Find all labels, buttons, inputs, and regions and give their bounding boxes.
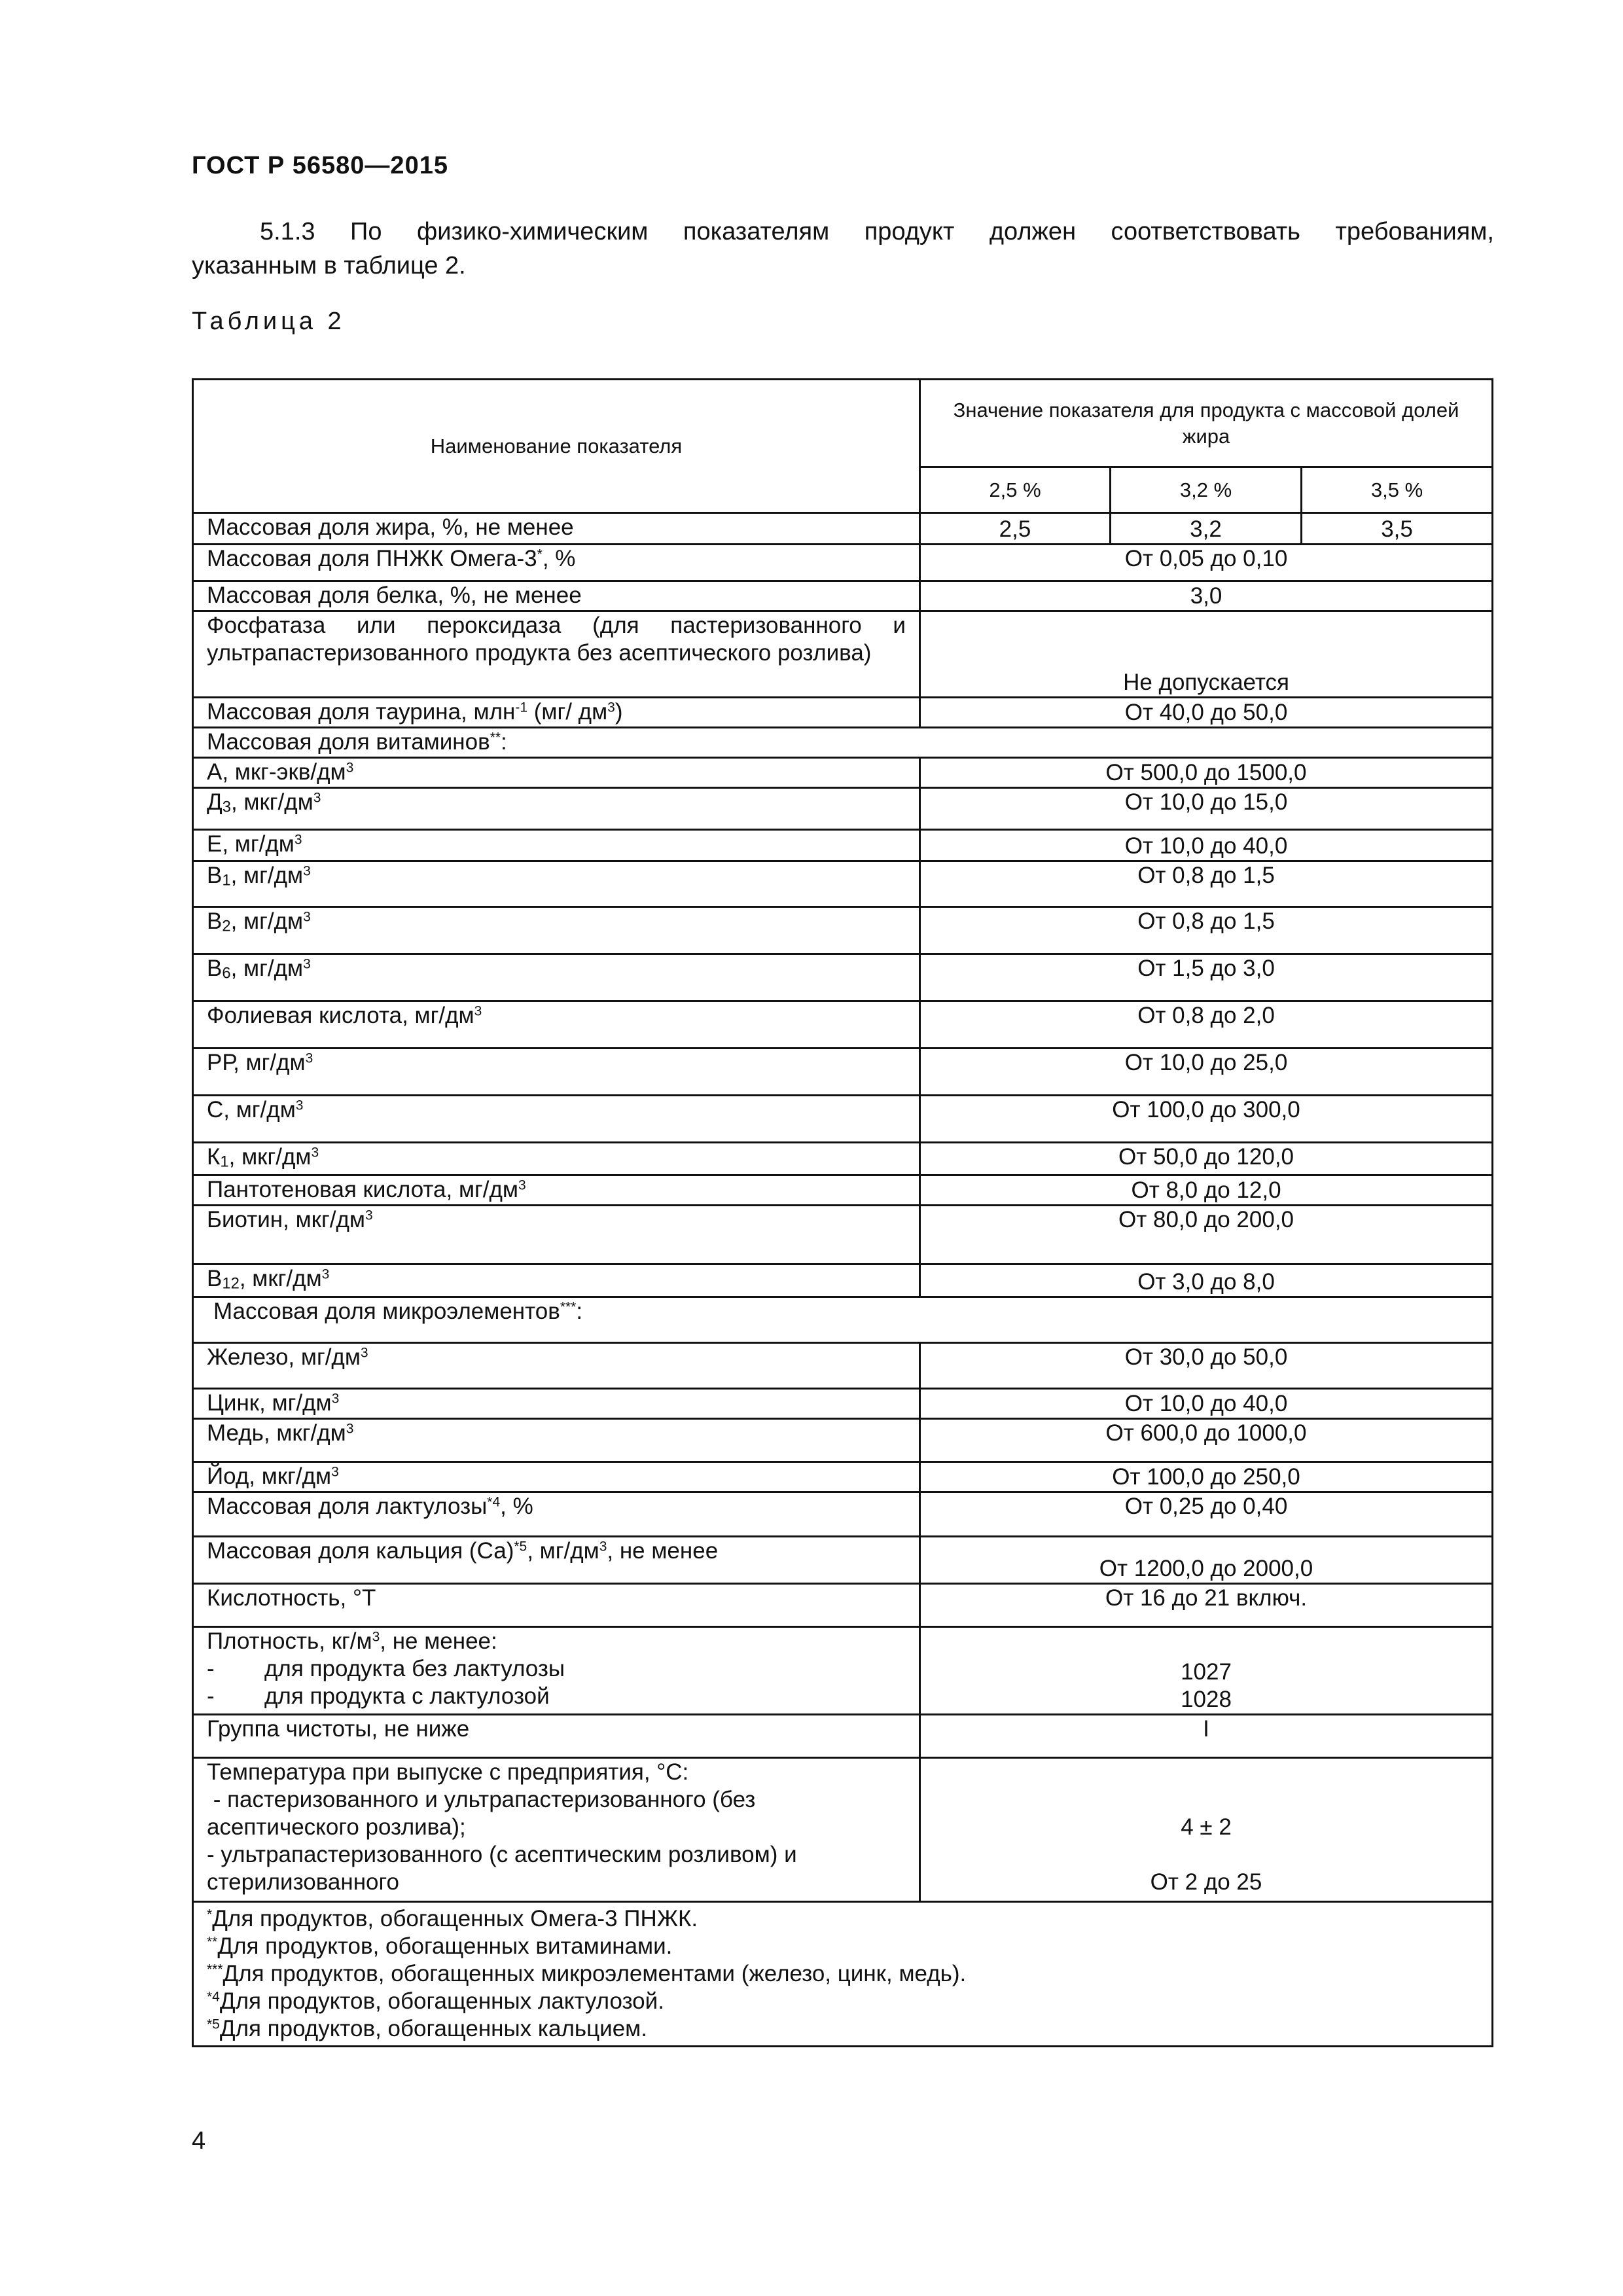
row-label: РР, $мг/дм^3$ xyxy=(193,1049,920,1096)
page-number: 4 xyxy=(192,2127,206,2155)
row-value: 3,2 xyxy=(1111,513,1302,545)
table-row-acidity xyxy=(193,1584,1493,1627)
row-value: 1027 1028 xyxy=(920,1627,1493,1715)
footnote-mark: ** xyxy=(490,730,501,745)
row-value: От 0,8 до 1,5 xyxy=(920,861,1493,907)
row-value: От 0,8 до 1,5 xyxy=(920,907,1493,954)
row-value: От 16 до 21 включ. xyxy=(920,1584,1493,1627)
table-row-iodine xyxy=(193,1462,1493,1492)
row-label: А, мкг-$экв/дм^3$ xyxy=(193,758,920,788)
row-label: Группа чистоты, не ниже xyxy=(193,1715,920,1758)
document-header: ГОСТ Р 56580—2015 xyxy=(192,152,448,179)
row-value: Не допускается xyxy=(920,611,1493,698)
paragraph-line-2: указанным в таблице 2. xyxy=(192,252,466,279)
header-value-col: Значение показателя для продукта с массовой долей жира xyxy=(920,380,1493,467)
header-fat-3-5: 3,5 % xyxy=(1302,467,1493,513)
row-label: Фолиевая кислота, $мг/дм^3$ xyxy=(193,1001,920,1049)
row-value: От 10,0 до 40,0 xyxy=(920,1389,1493,1419)
footnote-mark: *** xyxy=(560,1299,577,1315)
table-row-vitamins-header xyxy=(193,728,1493,758)
row-label: Железо, $мг/дм^3$ xyxy=(193,1343,920,1389)
table-row-vit-b1 xyxy=(193,861,1493,907)
row-value: От 80,0 до 200,0 xyxy=(920,1206,1493,1265)
row-label: Массовая доля ПНЖК Омега-3*, % xyxy=(193,545,920,581)
row-value: От 1,5 до 3,0 xyxy=(920,954,1493,1001)
table-row-vit-k1 xyxy=(193,1143,1493,1175)
table-row-iron xyxy=(193,1343,1493,1389)
section-label: Массовая доля витаминов**: xyxy=(193,728,1493,758)
footnote-mark: *5 xyxy=(514,1539,527,1554)
row-value: От 10,0 до 40,0 xyxy=(920,830,1493,861)
row-label: Йод, мкг/$дм^3$ xyxy=(193,1462,920,1492)
row-value: От 3,0 до 8,0 xyxy=(920,1265,1493,1297)
table-row-density xyxy=(193,1627,1493,1715)
table-row-pp xyxy=(193,1049,1493,1096)
row-label: $В_{12}$, мкг/$дм^3$ xyxy=(193,1265,920,1297)
row-value: 4 ± 2 От 2 до 25 xyxy=(920,1758,1493,1902)
indicators-table xyxy=(192,378,1493,2047)
table-row-vit-b6 xyxy=(193,954,1493,1001)
table-row-micro-header xyxy=(193,1297,1493,1343)
row-value: От 10,0 до 25,0 xyxy=(920,1049,1493,1096)
density-item-1: - для продукта без лактулозы xyxy=(207,1656,565,1681)
row-value: От 500,0 до 1500,0 xyxy=(920,758,1493,788)
row-label: Фосфатаза или пероксидаза (для пастеризованного и ультрапастеризованного продукта без асептического розлива) xyxy=(193,611,920,698)
footnote-mark: *4 xyxy=(487,1494,501,1510)
footnotes xyxy=(193,1902,1493,2047)
row-label: $В_6$, $мг/дм^3$ xyxy=(193,954,920,1001)
row-value: От 100,0 до 300,0 xyxy=(920,1096,1493,1143)
row-label: С, $мг/дм^3$ xyxy=(193,1096,920,1143)
row-label: Пантотеновая кислота, $мг/дм^3$ xyxy=(193,1175,920,1206)
header-name-col: Наименование показателя xyxy=(193,380,920,513)
row-value: I xyxy=(920,1715,1493,1758)
footnote: **Для продуктов, обогащенных витаминами. xyxy=(207,1933,673,1959)
table-row-phosphatase xyxy=(193,611,1493,698)
row-value: От 30,0 до 50,0 xyxy=(920,1343,1493,1389)
footnote: *Для продуктов, обогащенных Омега-3 ПНЖК. xyxy=(207,1906,698,1931)
row-value: От 100,0 до 250,0 xyxy=(920,1462,1493,1492)
row-value: От 0,25 до 0,40 xyxy=(920,1492,1493,1537)
row-value: От 600,0 до 1000,0 xyxy=(920,1419,1493,1462)
table-header-row xyxy=(193,380,1493,467)
table-row-vit-b2 xyxy=(193,907,1493,954)
row-label: Кислотность, °Т xyxy=(193,1584,920,1627)
table-row-vit-c xyxy=(193,1096,1493,1143)
row-value: 3,5 xyxy=(1302,513,1493,545)
row-label: Биотин, мкг/$дм^3$ xyxy=(193,1206,920,1265)
table-row-vit-e xyxy=(193,830,1493,861)
table-row-calcium xyxy=(193,1537,1493,1584)
row-label: Цинк, $мг/дм^3$ xyxy=(193,1389,920,1419)
row-label: Массовая доля кальция (Са)$^{*5}$, $мг/дм^3$, не менее xyxy=(193,1537,920,1584)
table-row-fat xyxy=(193,513,1493,545)
row-value: От 1200,0 до 2000,0 xyxy=(920,1537,1493,1584)
table-footnotes-row xyxy=(193,1902,1493,2047)
table-row-taurine xyxy=(193,698,1493,728)
table-row-vit-a xyxy=(193,758,1493,788)
header-fat-3-2: 3,2 % xyxy=(1111,467,1302,513)
row-value: От 0,05 до 0,10 xyxy=(920,545,1493,581)
row-label: Массовая доля таурина, млн$^{-1}$ (мг/ $дм^3$) xyxy=(193,698,920,728)
row-label: $К_1$, мкг/$дм^3$ xyxy=(193,1143,920,1175)
row-label: Плотность, $кг/м^3$, не менее: - для продукта без лактулозы - для продукта с лактулозой xyxy=(193,1627,920,1715)
row-label: $Д_3$, мкг/$дм^3$ xyxy=(193,788,920,830)
row-value: От 8,0 до 12,0 xyxy=(920,1175,1493,1206)
row-label: Е, $мг/дм^3$ xyxy=(193,830,920,861)
row-value: От 10,0 до 15,0 xyxy=(920,788,1493,830)
footnote: ***Для продуктов, обогащенных микроэлементами (железо, цинк, медь). xyxy=(207,1961,967,1986)
table-row-copper xyxy=(193,1419,1493,1462)
table-row-pantothenic xyxy=(193,1175,1493,1206)
paragraph-line-1: 5.1.3 По физико-химическим показателям продукт должен соответствовать требованиям, xyxy=(260,218,1494,245)
row-label: Температура при выпуске с предприятия, °С: - пастеризованного и ультрапастеризованного (без асептического розлива); - ультрапастеризованного (с асептическим розливом) и стерилизованного xyxy=(193,1758,920,1902)
table-row-vit-b12 xyxy=(193,1265,1493,1297)
table-row-temperature xyxy=(193,1758,1493,1902)
paragraph-5-1-3 xyxy=(192,215,1494,283)
row-value: 3,0 xyxy=(920,581,1493,611)
table-caption: Таблица 2 xyxy=(192,308,346,335)
row-label: Массовая доля жира, %, не менее xyxy=(193,513,920,545)
row-value: От 0,8 до 2,0 xyxy=(920,1001,1493,1049)
section-label: Массовая доля микроэлементов***: xyxy=(193,1297,1493,1343)
row-value: От 40,0 до 50,0 xyxy=(920,698,1493,728)
row-value: 2,5 xyxy=(920,513,1111,545)
row-label: Медь, мкг/$дм^3$ xyxy=(193,1419,920,1462)
table-row-biotin xyxy=(193,1206,1493,1265)
table-row-lactulose xyxy=(193,1492,1493,1537)
row-value: От 50,0 до 120,0 xyxy=(920,1143,1493,1175)
table-row-omega xyxy=(193,545,1493,581)
density-item-2: - для продукта с лактулозой xyxy=(207,1683,550,1709)
footnote-mark: * xyxy=(537,547,543,562)
row-label: Массовая доля лактулозы$^{*4}$, % xyxy=(193,1492,920,1537)
footnote: $^{*5}$Для продуктов, обогащенных кальцием. xyxy=(207,2016,647,2041)
table-row-purity xyxy=(193,1715,1493,1758)
footnote: $^{*4}$Для продуктов, обогащенных лактулозой. xyxy=(207,1988,664,2014)
table-row-zinc xyxy=(193,1389,1493,1419)
table-row-protein xyxy=(193,581,1493,611)
row-label: $В_1$, $мг/дм^3$ xyxy=(193,861,920,907)
table-row-vit-d3 xyxy=(193,788,1493,830)
header-fat-2-5: 2,5 % xyxy=(920,467,1111,513)
row-label: Массовая доля белка, %, не менее xyxy=(193,581,920,611)
table-row-folic xyxy=(193,1001,1493,1049)
row-label: $В_2$, $мг/дм^3$ xyxy=(193,907,920,954)
